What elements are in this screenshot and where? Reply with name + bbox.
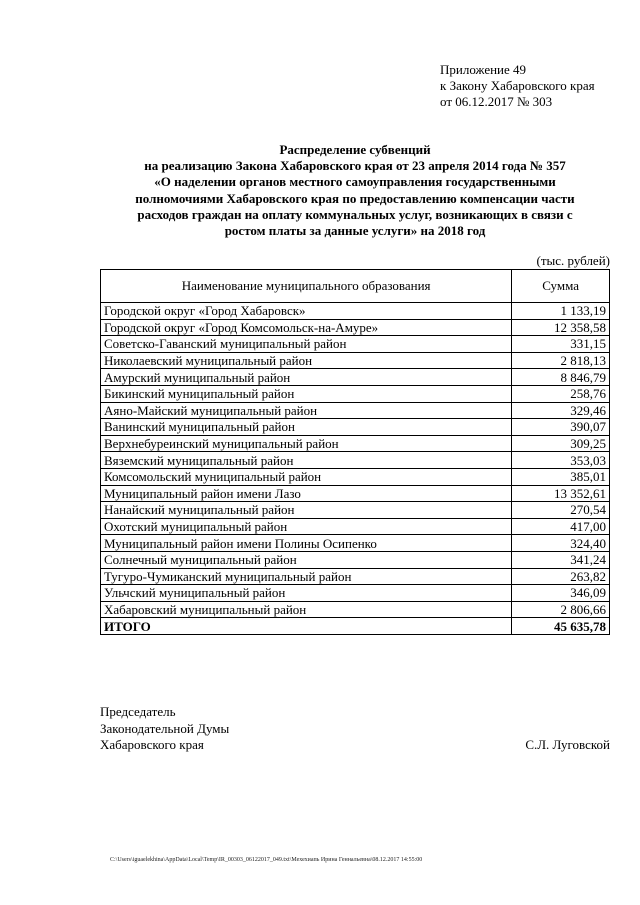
row-sum: 324,40 [512, 535, 610, 552]
table-row [101, 452, 610, 469]
header-name: Наименование муниципального образования [101, 270, 512, 303]
row-name: Городской округ «Город Комсомольск-на-Амуре» [101, 319, 512, 336]
table-row [101, 468, 610, 485]
table-row [101, 435, 610, 452]
signature-block [100, 704, 229, 754]
row-sum: 2 806,66 [512, 601, 610, 618]
table-row [101, 502, 610, 519]
signature-line-1: Председатель [100, 704, 176, 719]
table-row [101, 601, 610, 618]
total-row [101, 618, 610, 635]
table-row [101, 568, 610, 585]
row-name: Амурский муниципальный район [101, 369, 512, 386]
title-line-2: на реализацию Закона Хабаровского края от 23 апреля 2014 года № 357 [144, 158, 566, 174]
table-row [101, 518, 610, 535]
row-name: Бикинский муниципальный район [101, 385, 512, 402]
row-sum: 331,15 [512, 336, 610, 353]
table-body [101, 303, 610, 635]
title-line-5: расходов граждан на оплату коммунальных услуг, возникающих в связи с [137, 206, 573, 222]
row-name: Николаевский муниципальный район [101, 352, 512, 369]
header-sum: Сумма [512, 270, 610, 303]
row-sum: 329,46 [512, 402, 610, 419]
appendix-line-2: к Закону Хабаровского края [440, 78, 595, 93]
row-name: Муниципальный район имени Полины Осипенко [101, 535, 512, 552]
row-name: Муниципальный район имени Лазо [101, 485, 512, 502]
row-name: Ульчский муниципальный район [101, 585, 512, 602]
title-line-1: Распределение субвенций [279, 142, 431, 157]
row-name: Ванинский муниципальный район [101, 419, 512, 436]
row-name: Тугуро-Чумиканский муниципальный район [101, 568, 512, 585]
title-line-6: ростом платы за данные услуги» на 2018 год [224, 223, 486, 239]
row-name: Нанайский муниципальный район [101, 502, 512, 519]
table-row [101, 352, 610, 369]
table-row [101, 419, 610, 436]
row-sum: 13 352,61 [512, 485, 610, 502]
row-name: Верхнебуреинский муниципальный район [101, 435, 512, 452]
row-sum: 1 133,19 [512, 303, 610, 320]
title-line-3: «О наделении органов местного самоуправления государственными [154, 174, 556, 190]
row-sum: 12 358,58 [512, 319, 610, 336]
row-sum: 8 846,79 [512, 369, 610, 386]
total-label: ИТОГО [101, 618, 512, 635]
table-row [101, 385, 610, 402]
file-path-footer: C:\Users\iguaelekhina\AppData\Local\Temp\IR_00303_06122017_049.txt\Мехехиапь Ирина Геннальевна\08.12.2017 14:55:00 [110, 857, 423, 863]
row-sum: 417,00 [512, 518, 610, 535]
table-row [101, 551, 610, 568]
title-line-4: полномочиями Хабаровского края по предоставлению компенсации части [135, 190, 575, 206]
table-row [101, 369, 610, 386]
row-name: Вяземский муниципальный район [101, 452, 512, 469]
table-row [101, 535, 610, 552]
table-row [101, 585, 610, 602]
row-sum: 309,25 [512, 435, 610, 452]
row-sum: 258,76 [512, 385, 610, 402]
row-sum: 270,54 [512, 502, 610, 519]
row-sum: 2 818,13 [512, 352, 610, 369]
distribution-table [100, 269, 610, 635]
row-sum: 390,07 [512, 419, 610, 436]
row-name: Охотский муниципальный район [101, 518, 512, 535]
table-row [101, 485, 610, 502]
table-row [101, 303, 610, 320]
row-name: Городской округ «Город Хабаровск» [101, 303, 512, 320]
signer-name: С.Л. Луговской [525, 737, 610, 752]
appendix-block [440, 62, 595, 110]
row-name: Хабаровский муниципальный район [101, 601, 512, 618]
row-sum: 353,03 [512, 452, 610, 469]
table-row [101, 336, 610, 353]
document-title [100, 142, 610, 239]
table-header-row [101, 270, 610, 303]
row-sum: 263,82 [512, 568, 610, 585]
table-row [101, 402, 610, 419]
signature-line-2: Законодательной Думы [100, 720, 230, 736]
row-sum: 385,01 [512, 468, 610, 485]
appendix-line-1: Приложение 49 [440, 62, 527, 77]
units-label: (тыс. рублей) [536, 253, 610, 268]
row-name: Аяно-Майский муниципальный район [101, 402, 512, 419]
signature-line-3: Хабаровского края [100, 737, 204, 752]
appendix-line-3: от 06.12.2017 № 303 [440, 94, 553, 109]
row-sum: 346,09 [512, 585, 610, 602]
table-row [101, 319, 610, 336]
row-name: Комсомольский муниципальный район [101, 468, 512, 485]
total-sum: 45 635,78 [512, 618, 610, 635]
row-name: Солнечный муниципальный район [101, 551, 512, 568]
row-name: Советско-Гаванский муниципальный район [101, 336, 512, 353]
row-sum: 341,24 [512, 551, 610, 568]
